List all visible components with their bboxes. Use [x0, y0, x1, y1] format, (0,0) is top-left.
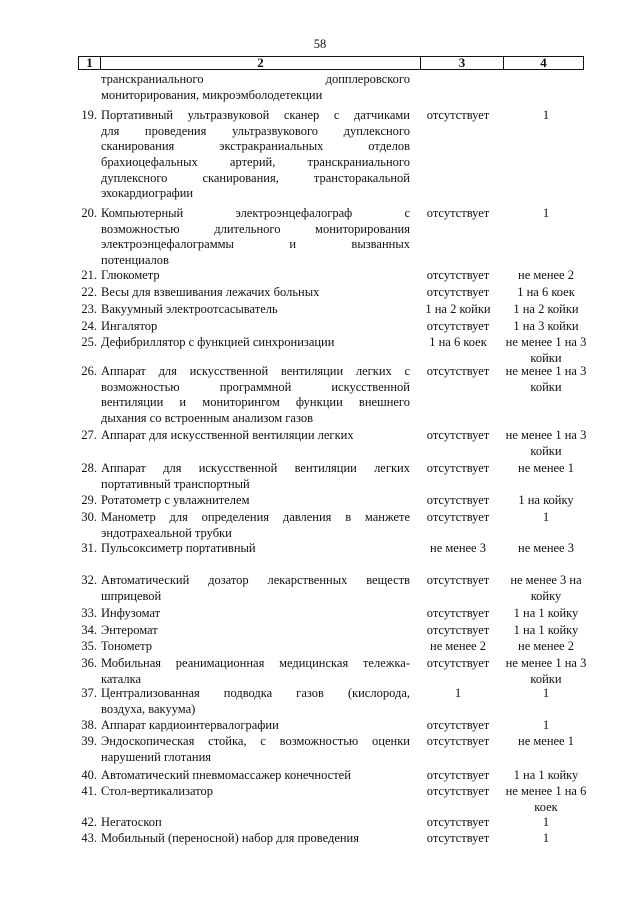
equipment-name-line: дуплексного сканирования, трансторакальной — [101, 170, 410, 185]
standard-value: отсутствует — [426, 656, 490, 670]
equipment-name-line: эхокардиографии — [101, 186, 194, 201]
header-col-1: 1 — [79, 57, 101, 69]
row-number: 42. — [81, 815, 97, 829]
row-number: 31. — [81, 541, 97, 555]
equipment-name-line: Ингалятор — [101, 319, 158, 333]
equipment-name — [101, 815, 410, 831]
equipment-name-line: Компьютерный электроэнцефалограф с — [101, 206, 410, 220]
equipment-name — [101, 461, 410, 492]
equipment-name-line: потенциалов — [101, 253, 169, 268]
equipment-name-line: каталка — [101, 671, 142, 686]
row-number: 37. — [81, 686, 97, 700]
equipment-name-line: эндотрахеальной трубки — [101, 525, 232, 540]
required-value: не менее 1 на 3 койки — [505, 428, 587, 458]
equipment-name — [101, 302, 410, 318]
equipment-name — [101, 493, 410, 509]
equipment-name-line: Мобильный (переносной) набор для проведения — [101, 831, 359, 845]
equipment-name-line: Мобильная реанимационная медицинская тележка- — [101, 656, 410, 670]
row-number: 35. — [81, 639, 97, 653]
equipment-name-line: нарушений глотания — [101, 749, 212, 764]
required-value: не менее 1 на 3 койки — [505, 656, 587, 686]
row-number: 27. — [81, 428, 97, 442]
standard-value: 1 — [454, 686, 462, 700]
standard-value: отсутствует — [426, 510, 490, 524]
equipment-name-line: Портативный ультразвуковой сканер с датчиками — [101, 108, 410, 122]
equipment-name — [101, 268, 410, 284]
equipment-name-line: Централизованная подводка газов (кислорода, — [101, 686, 410, 700]
required-value: 1 на 1 койку — [513, 768, 579, 782]
equipment-name-line: сканирования экстракраниальных отделов — [101, 139, 410, 154]
standard-value: 1 на 2 койки — [425, 302, 491, 316]
required-value: не менее 1 — [518, 734, 574, 748]
equipment-name — [101, 428, 410, 444]
standard-value: отсутствует — [426, 364, 490, 378]
standard-value: отсутствует — [426, 493, 490, 507]
standard-value: не менее 2 — [430, 639, 486, 653]
header-col-3: 3 — [421, 57, 504, 69]
equipment-name-line: дыхания со встроенным анализом газов — [101, 411, 313, 426]
equipment-name — [101, 686, 410, 717]
equipment-name-line: транскраниального допплеровского — [101, 72, 410, 86]
required-value: не менее 1 на 6 коек — [505, 784, 587, 814]
equipment-name — [101, 335, 410, 351]
standard-value: отсутствует — [426, 718, 490, 732]
equipment-name-line: воздуха, вакуума) — [101, 701, 196, 716]
standard-value: отсутствует — [426, 606, 490, 620]
required-value: 1 — [542, 718, 550, 732]
equipment-name-line: Глюкометр — [101, 268, 160, 282]
equipment-name-line: Тонометр — [101, 639, 152, 653]
equipment-name-line: Инфузомат — [101, 606, 161, 620]
equipment-name — [101, 206, 410, 269]
required-value: 1 на 3 койки — [513, 319, 579, 333]
equipment-name — [101, 656, 410, 687]
page-number: 58 — [313, 37, 327, 51]
standard-value: отсутствует — [426, 815, 490, 829]
equipment-name-line: Негатоскоп — [101, 815, 162, 829]
required-value: не менее 1 — [518, 461, 574, 475]
row-number: 25. — [81, 335, 97, 349]
equipment-name — [101, 606, 410, 622]
standard-value: отсутствует — [426, 734, 490, 748]
equipment-name-line: для проведения ультразвукового дуплексного — [101, 123, 410, 138]
equipment-name-line: Стол-вертикализатор — [101, 784, 213, 798]
equipment-name — [101, 510, 410, 541]
equipment-name-line: Манометр для определения давления в манжете — [101, 510, 410, 524]
row-number: 22. — [81, 285, 97, 299]
equipment-name-line: брахиоцефальных артерий, транскраниального — [101, 155, 410, 170]
equipment-name-line: Эндоскопическая стойка, с возможностью оценки — [101, 734, 410, 748]
equipment-name-line: электроэнцефалограммы и вызванных — [101, 237, 410, 252]
equipment-name-line: Аппарат для искусственной вентиляции легких с — [101, 364, 410, 378]
required-value: не менее 2 — [518, 639, 574, 653]
row-number: 41. — [81, 784, 97, 798]
standard-value: отсутствует — [426, 573, 490, 587]
header-col-2: 2 — [101, 57, 421, 69]
row-number: 32. — [81, 573, 97, 587]
equipment-name-line: вентиляции и мониторингом функции внешнего — [101, 395, 410, 410]
row-number: 21. — [81, 268, 97, 282]
equipment-name-line: возможностью программной искусственной — [101, 379, 410, 394]
equipment-name-line: портативный транспортный — [101, 476, 250, 491]
equipment-name — [101, 573, 410, 604]
row-number: 19. — [81, 108, 97, 122]
standard-value: отсутствует — [426, 319, 490, 333]
equipment-name-line: Автоматический дозатор лекарственных веществ — [101, 573, 410, 587]
standard-value: отсутствует — [426, 784, 490, 798]
equipment-name-line: мониторирования, микроэмболодетекции — [101, 87, 323, 102]
row-number: 39. — [81, 734, 97, 748]
equipment-name — [101, 285, 410, 301]
equipment-name-line: Аппарат кардиоинтервалографии — [101, 718, 279, 732]
row-number: 29. — [81, 493, 97, 507]
required-value: не менее 3 — [518, 541, 574, 555]
row-number: 43. — [81, 831, 97, 845]
required-value: 1 — [542, 108, 550, 122]
required-value: 1 — [542, 815, 550, 829]
standard-value: отсутствует — [426, 268, 490, 282]
equipment-name-line: Ротатометр с увлажнителем — [101, 493, 250, 507]
equipment-name — [101, 831, 410, 847]
standard-value: отсутствует — [426, 831, 490, 845]
row-number: 24. — [81, 319, 97, 333]
equipment-name — [101, 108, 410, 202]
equipment-name-line: Дефибриллятор с функцией синхронизации — [101, 335, 335, 349]
required-value: не менее 1 на 3 койки — [505, 364, 587, 394]
required-value: 1 — [542, 510, 550, 524]
standard-value: отсутствует — [426, 623, 490, 637]
required-value: 1 на койку — [518, 493, 574, 507]
row-number: 30. — [81, 510, 97, 524]
row-number: 23. — [81, 302, 97, 316]
equipment-name-line: Автоматический пневмомассажер конечностей — [101, 768, 351, 782]
equipment-name-line: Весы для взвешивания лежачих больных — [101, 285, 320, 299]
equipment-name — [101, 72, 410, 103]
header-col-4: 4 — [540, 55, 547, 70]
standard-value: 1 на 6 коек — [429, 335, 487, 349]
equipment-name-line: шприцевой — [101, 588, 162, 603]
equipment-name-line: Вакуумный электроотсасыватель — [101, 302, 278, 316]
required-value: 1 на 2 койки — [513, 302, 579, 316]
standard-value: отсутствует — [426, 285, 490, 299]
standard-value: отсутствует — [426, 206, 490, 220]
required-value: не менее 1 на 3 койки — [505, 335, 587, 365]
required-value: не менее 3 на койку — [510, 573, 582, 603]
equipment-name-line: возможностью длительного мониторирования — [101, 221, 410, 236]
equipment-name — [101, 718, 410, 734]
equipment-name — [101, 734, 410, 765]
row-number: 26. — [81, 364, 97, 378]
equipment-name-line: Аппарат для искусственной вентиляции легких — [101, 428, 354, 442]
required-value: 1 на 6 коек — [517, 285, 575, 299]
equipment-name-line: Энтеромат — [101, 623, 158, 637]
required-value: 1 — [542, 686, 550, 700]
equipment-name — [101, 364, 410, 427]
standard-value: не менее 3 — [430, 541, 486, 555]
equipment-name — [101, 768, 410, 784]
row-number: 28. — [81, 461, 97, 475]
required-value: 1 — [542, 206, 550, 220]
required-value: 1 — [542, 831, 550, 845]
standard-value: отсутствует — [426, 768, 490, 782]
row-number: 40. — [81, 768, 97, 782]
standard-value: отсутствует — [426, 461, 490, 475]
row-number: 36. — [81, 656, 97, 670]
equipment-name — [101, 784, 410, 800]
required-value: не менее 2 — [518, 268, 574, 282]
row-number: 38. — [81, 718, 97, 732]
row-number: 20. — [81, 206, 97, 220]
table-header — [78, 56, 584, 70]
equipment-name — [101, 319, 410, 335]
equipment-name-line: Аппарат для искусственной вентиляции легких — [101, 461, 410, 475]
equipment-name — [101, 541, 410, 557]
equipment-name — [101, 623, 410, 639]
required-value: 1 на 1 койку — [513, 623, 579, 637]
required-value: 1 на 1 койку — [513, 606, 579, 620]
standard-value: отсутствует — [426, 108, 490, 122]
equipment-name-line: Пульсоксиметр портативный — [101, 541, 256, 555]
row-number: 33. — [81, 606, 97, 620]
row-number: 34. — [81, 623, 97, 637]
standard-value: отсутствует — [426, 428, 490, 442]
equipment-name — [101, 639, 410, 655]
